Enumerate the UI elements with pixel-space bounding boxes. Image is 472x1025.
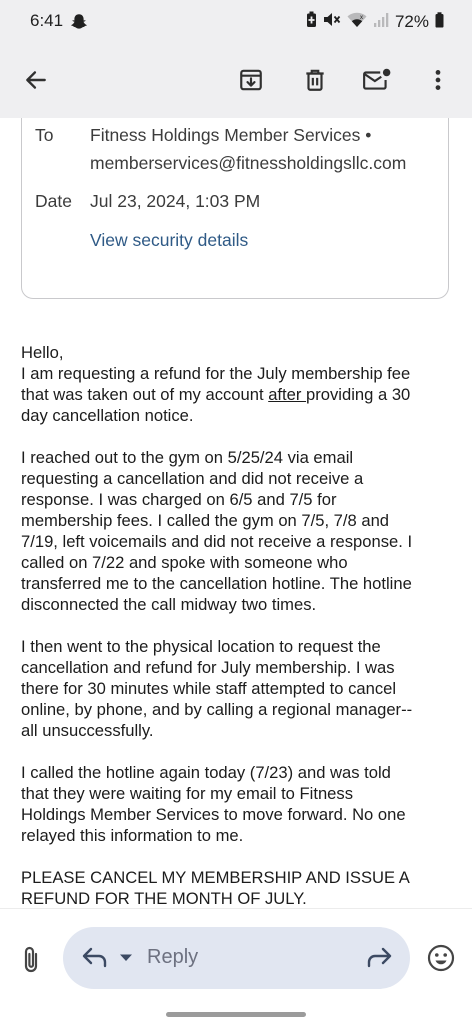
- delete-button[interactable]: [297, 62, 333, 98]
- body-line: response. I was charged on 6/5 and 7/5 for: [21, 490, 337, 509]
- body-line: I called the hotline again today (7/23) and was told: [21, 763, 391, 782]
- attach-button[interactable]: [16, 943, 46, 977]
- message-details-card: [21, 100, 449, 299]
- home-indicator[interactable]: [166, 1012, 306, 1017]
- body-line: day cancellation notice.: [21, 406, 194, 425]
- back-arrow-icon: [23, 67, 49, 93]
- more-options-icon: [425, 67, 451, 93]
- body-line: I reached out to the gym on 5/25/24 via email: [21, 448, 354, 467]
- status-icons: [306, 11, 444, 33]
- body-line: transferred me to the cancellation hotline. The hotline: [21, 574, 412, 593]
- status-bar: [0, 0, 472, 44]
- paragraph-1: [21, 342, 455, 426]
- date-label: Date: [35, 191, 72, 211]
- reply-options-icon[interactable]: [119, 953, 133, 962]
- view-security-details-link[interactable]: View security details: [90, 230, 249, 250]
- recipient-email: memberservices@fitnessholdingsllc.com: [90, 153, 407, 173]
- body-line: relayed this information to me.: [21, 826, 244, 845]
- svg-text:x: x: [359, 14, 363, 21]
- body-line: all unsuccessfully.: [21, 721, 154, 740]
- paragraph-3: [21, 636, 455, 741]
- battery-icon: [435, 12, 444, 33]
- archive-icon: [238, 67, 264, 93]
- reply-icon: [80, 944, 108, 970]
- body-line: I am requesting a refund for the July membership fee: [21, 364, 411, 383]
- battery-percent: 72%: [394, 12, 429, 31]
- body-line: online, by phone, and by calling a regional manager--: [21, 700, 413, 719]
- paragraph-2: [21, 447, 455, 615]
- body-line: REFUND FOR THE MONTH OF JULY.: [21, 889, 307, 908]
- body-line: I then went to the physical location to request the: [21, 637, 381, 656]
- signal-icon: [373, 12, 389, 33]
- paragraph-5: [21, 867, 455, 909]
- reply-placeholder: Reply: [147, 946, 199, 968]
- delete-icon: [302, 67, 328, 93]
- mark-unread-icon: [362, 67, 392, 93]
- body-line: membership fees. I called the gym on 7/5, 7/8 and: [21, 511, 390, 530]
- battery-saver-icon: [306, 11, 317, 33]
- body-line: Holdings Member Services to move forward. No one: [21, 805, 406, 824]
- body-line: requesting a cancellation and did not receive a: [21, 469, 364, 488]
- wifi-icon: [347, 12, 367, 33]
- attachment-icon: [21, 945, 41, 975]
- body-line: providing a 30: [306, 385, 411, 404]
- reply-input[interactable]: [63, 927, 410, 989]
- body-line: PLEASE CANCEL MY MEMBERSHIP AND ISSUE A: [21, 868, 410, 887]
- forward-icon[interactable]: [366, 944, 394, 970]
- body-line: there for 30 minutes while staff attempted to cancel: [21, 679, 397, 698]
- recipient-name: Fitness Holdings Member Services •: [90, 125, 372, 145]
- more-options-button[interactable]: [420, 62, 456, 98]
- status-time: 6:41: [30, 11, 64, 30]
- body-line: 7/19, left voicemails and did not receive a response. I: [21, 532, 413, 551]
- message-body: [21, 342, 455, 909]
- body-line: disconnected the call midway two times.: [21, 595, 317, 614]
- date-value: Jul 23, 2024, 1:03 PM: [90, 191, 261, 211]
- greeting: Hello,: [21, 343, 64, 362]
- paragraph-4: [21, 762, 455, 846]
- mark-unread-button[interactable]: [359, 62, 395, 98]
- to-label: To: [35, 125, 54, 145]
- snapchat-ghost-icon: [71, 13, 87, 35]
- body-line: that was taken out of my account: [21, 385, 269, 404]
- compose-bar: [0, 908, 472, 1025]
- back-button[interactable]: [18, 62, 54, 98]
- emoji-icon: [426, 943, 456, 973]
- archive-button[interactable]: [233, 62, 269, 98]
- body-line: cancellation and refund for July membership. I was: [21, 658, 395, 677]
- body-line: that they were waiting for my email to Fitness: [21, 784, 354, 803]
- underlined-word: after: [268, 385, 307, 404]
- message-toolbar: [0, 44, 472, 118]
- mute-icon: [323, 11, 341, 33]
- emoji-button[interactable]: [425, 942, 457, 974]
- body-line: called on 7/22 and spoke with someone who: [21, 553, 348, 572]
